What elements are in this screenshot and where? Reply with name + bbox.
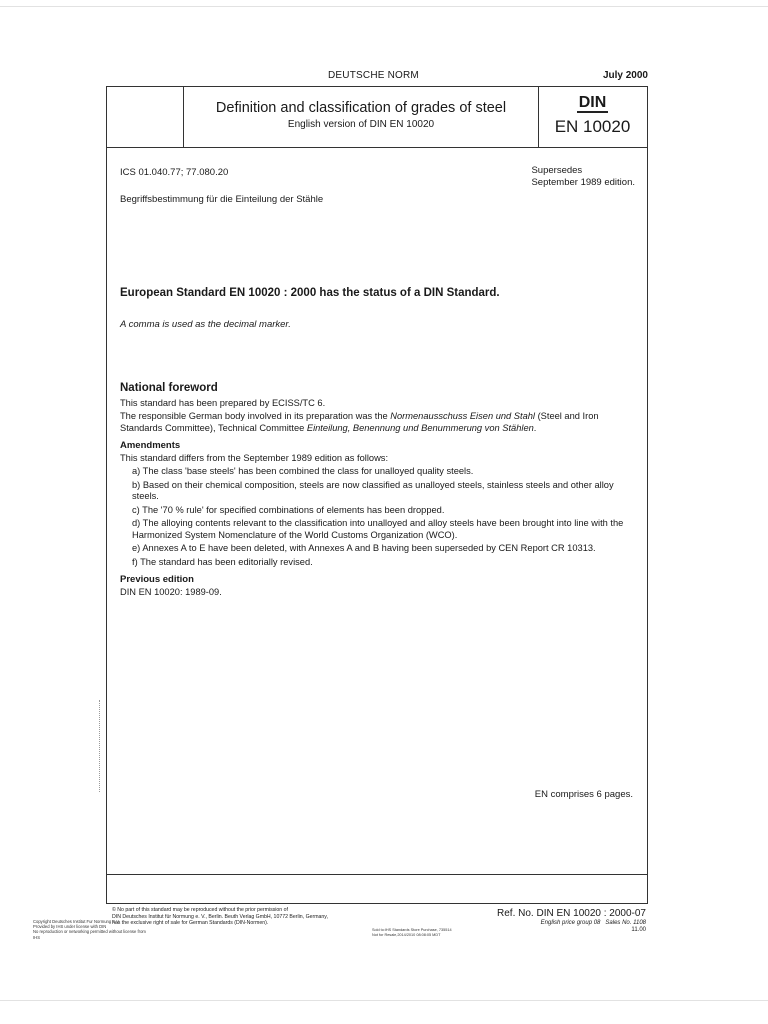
scan-margin-marks xyxy=(99,700,103,792)
license-line: Provided by IHS under license with DIN xyxy=(33,924,107,930)
german-title: Begriffsbestimmung für die Einteilung der Stähle xyxy=(120,194,324,205)
technical-committee-name: Einteilung, Benennung und Benummerung von Stählen xyxy=(306,422,534,433)
reference-number: Ref. No. DIN EN 10020 : 2000-07 xyxy=(497,908,646,919)
list-item: a) The class 'base steels' has been combined the class for unalloyed quality steels. xyxy=(132,466,474,476)
previous-edition-heading: Previous edition xyxy=(120,574,194,585)
title-row xyxy=(107,87,647,148)
foreword-para-2 xyxy=(120,411,634,434)
foreword-text: The responsible German body involved in its preparation was the xyxy=(120,411,391,421)
license-line: No reproduction or networking permitted without license from IHS xyxy=(33,929,146,940)
top-scan-edge xyxy=(0,6,768,7)
issue-date: July 2000 xyxy=(602,70,648,81)
page-count-note: EN comprises 6 pages. xyxy=(534,789,633,800)
price-info xyxy=(460,920,646,926)
list-item: d) The alloying contents relevant to the classification into unalloyed and alloy steels have been brought into line with the Harmonized System Nomenclature of the World Customs Organization (WCO). xyxy=(132,518,624,540)
foreword-para-1: This standard has been prepared by ECISS/TC 6. xyxy=(120,397,326,408)
supersedes-line-2: September 1989 edition. xyxy=(531,177,635,188)
previous-edition-text: DIN EN 10020: 1989-09. xyxy=(120,586,222,597)
amendments-intro: This standard differs from the September 1989 edition as follows: xyxy=(120,452,389,463)
foreword-heading: National foreword xyxy=(120,382,218,394)
sold-line: Sold to:IHS Standards Store Purchase, 735514 xyxy=(372,928,452,932)
din-cell xyxy=(538,87,647,147)
document-title: Definition and classification of grades of steel xyxy=(215,100,507,116)
copyright-line: © No part of this standard may be reproduced without the prior permission of xyxy=(112,907,288,913)
frame-divider xyxy=(107,874,647,875)
foreword-text: (Steel and Iron Standards Committee), Technical Committee xyxy=(120,411,599,433)
license-line: Copyright Deutsches Institut Fur Normung E.V. xyxy=(33,919,120,924)
decimal-marker-note: A comma is used as the decimal marker. xyxy=(120,319,291,330)
license-notice xyxy=(33,919,153,940)
committee-name: Normenausschuss Eisen und Stahl xyxy=(390,411,535,421)
document-frame xyxy=(106,86,648,904)
amendments-list xyxy=(132,466,634,568)
list-item: f) The standard has been editorially revised. xyxy=(132,556,313,567)
din-logo: DIN xyxy=(578,94,607,111)
sold-line: Not for Resale,2014/2010 08:08:05 MDT xyxy=(372,933,441,937)
document-subtitle: English version of DIN EN 10020 xyxy=(287,119,435,130)
reference-block xyxy=(460,908,646,933)
code-number: 11.00 xyxy=(631,927,646,933)
sold-to-notice xyxy=(372,928,452,938)
sales-number: Sales No. 1108 xyxy=(605,920,646,926)
norm-label: DEUTSCHE NORM xyxy=(328,70,419,81)
price-group: English price group 08 xyxy=(540,920,601,926)
list-item: b) Based on their chemical composition, steels are now classified as unalloyed steels, stainless steels and other alloy steels. xyxy=(132,479,614,501)
copyright-line: DIN Deutsches Institut für Normung e. V., Berlin. Beuth Verlag GmbH, 10772 Berlin, Germany, xyxy=(112,913,328,920)
amendments-heading: Amendments xyxy=(120,440,181,451)
supersedes-line-1: Supersedes xyxy=(531,165,583,176)
ics-code: ICS 01.040.77; 77.080.20 xyxy=(120,167,229,178)
din-number: EN 10020 xyxy=(554,117,631,136)
copyright-line: has the exclusive right of sale for German Standards (DIN-Normen). xyxy=(112,920,269,926)
copyright-notice xyxy=(112,907,412,927)
bottom-scan-edge xyxy=(0,1000,768,1001)
list-item: e) Annexes A to E have been deleted, with Annexes A and B having been superseded by CEN Report CR 10313. xyxy=(132,543,596,553)
list-item: c) The '70 % rule' for specified combinations of elements has been dropped. xyxy=(132,504,445,515)
national-foreword xyxy=(120,383,634,600)
foreword-text: . xyxy=(533,422,537,433)
european-status: European Standard EN 10020 : 2000 has the status of a DIN Standard. xyxy=(120,287,500,299)
supersedes-note xyxy=(531,165,635,189)
title-cell xyxy=(183,87,539,147)
